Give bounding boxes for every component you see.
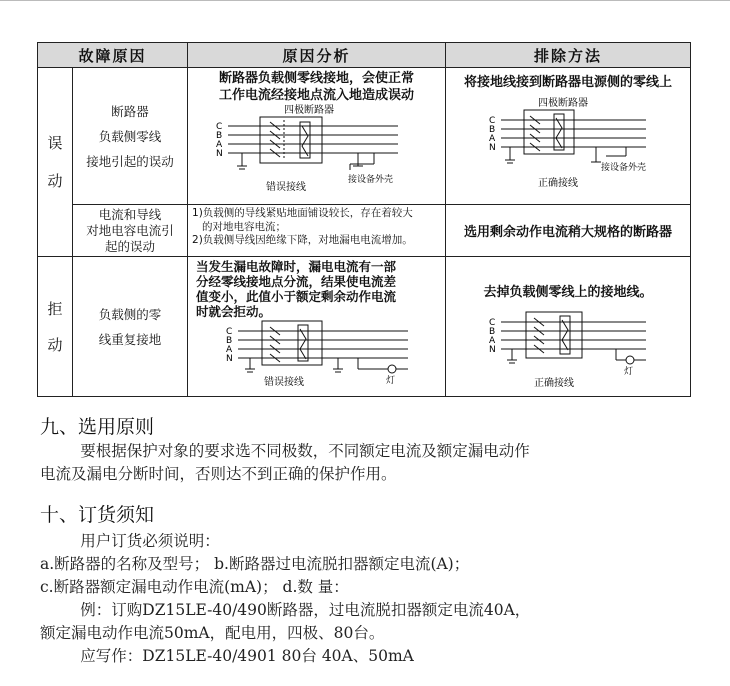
svg-text:A: A — [226, 345, 233, 355]
svg-text:A: A — [489, 336, 496, 346]
svg-text:接设备外壳: 接设备外壳 — [348, 175, 394, 185]
fix-repeat-ground: 去掉负载侧零线上的接地线。 C B A N 灯 正确接线 — [446, 257, 691, 397]
cause-neutral-ground: 断路器 负载侧零线 接地引起的误动 — [73, 68, 188, 205]
analysis-repeat-ground: 当发生漏电故障时，漏电电流有一部 分经零线接地点分流，结果使电流差 值变小，此值小于额定剩余动作电流 时就会拒动。 C B A N 灯 错误接线 — [188, 257, 446, 397]
table-row — [38, 257, 691, 397]
svg-text:C: C — [489, 116, 496, 126]
section9-title: 九、选用原则 — [40, 416, 155, 438]
svg-text:C: C — [216, 122, 223, 132]
wiring-diagram-wrong-1 — [188, 104, 444, 204]
svg-text:B: B — [216, 131, 223, 141]
svg-text:N: N — [489, 345, 496, 355]
svg-text:C: C — [489, 318, 496, 328]
category-refuse-action: 拒 动 — [38, 257, 73, 397]
section10-body: 用户订货必须说明： a.断路器的名称及型号； b.断路器过电流脱扣器额定电流(A)； c.断路器额定漏电动作电流(mA)； d.数 量： 例：订购DZ15LE-40/490断路器，过电流脱扣器额定电流40A， 额定漏电动作电流50mA，配电用，四极、80台。 应写作：DZ15LE-40/4901 80台 40A、50mA — [40, 532, 531, 665]
svg-text:A: A — [216, 140, 223, 150]
fix-neutral-ground: 将接地线接到断路器电源侧的零线上 四极断路器 C B A N 接设备外壳 正确接线 — [446, 68, 691, 205]
svg-text:N: N — [226, 354, 233, 364]
svg-text:A: A — [489, 134, 496, 144]
fix-capacitance: 选用剩余动作电流稍大规格的断路器 — [446, 205, 691, 257]
cause-capacitance: 电流和导线 对地电容电流引 起的误动 — [73, 205, 188, 257]
svg-text:接设备外壳: 接设备外壳 — [601, 163, 647, 173]
table-row — [38, 205, 691, 257]
section9-body: 要根据保护对象的要求选不同极数，不同额定电流及额定漏电动作 电流及漏电分断时间，否则达不到正确的保护作用。 — [40, 442, 530, 483]
svg-text:正确接线: 正确接线 — [538, 178, 579, 189]
table-header-row — [38, 43, 691, 68]
category-wrong-action: 误 动 — [38, 68, 73, 257]
svg-text:四极断路器: 四极断路器 — [284, 105, 335, 116]
wiring-diagram-correct-2 — [446, 300, 689, 396]
svg-text:灯: 灯 — [386, 376, 396, 386]
svg-text:N: N — [489, 143, 496, 153]
svg-text:B: B — [226, 336, 233, 346]
wiring-diagram-correct-1 — [446, 90, 689, 200]
svg-text:四极断路器: 四极断路器 — [538, 98, 589, 109]
header-analysis: 原因分析 — [188, 43, 446, 68]
analysis-neutral-ground: 断路器负载侧零线接地，会使正常 工作电流经接地点流入地造成误动 四极断路器 C B A N 接设备外壳 错误接线 — [188, 68, 446, 205]
wiring-diagram-wrong-2 — [188, 319, 444, 391]
svg-text:N: N — [216, 149, 223, 159]
svg-text:B: B — [489, 125, 496, 135]
cause-repeat-ground: 负载侧的零 线重复接地 — [73, 257, 188, 397]
table-row — [38, 68, 691, 205]
svg-text:正确接线: 正确接线 — [534, 378, 575, 389]
svg-text:B: B — [489, 327, 496, 337]
top-rule — [0, 0, 730, 1]
svg-text:错误接线: 错误接线 — [264, 377, 305, 388]
fault-table — [37, 42, 691, 397]
analysis-capacitance: 1)负载侧的导线紧贴地面铺设较长，存在着较大 的对地电容电流； 2)负载侧导线因绝缘下降，对地漏电电流增加。 — [188, 205, 446, 257]
svg-text:错误接线: 错误接线 — [266, 182, 307, 193]
svg-text:C: C — [226, 327, 233, 337]
header-cause: 故障原因 — [38, 43, 188, 68]
svg-text:灯: 灯 — [624, 367, 634, 377]
header-fix: 排除方法 — [446, 43, 691, 68]
section10-title: 十、订货须知 — [40, 504, 155, 526]
